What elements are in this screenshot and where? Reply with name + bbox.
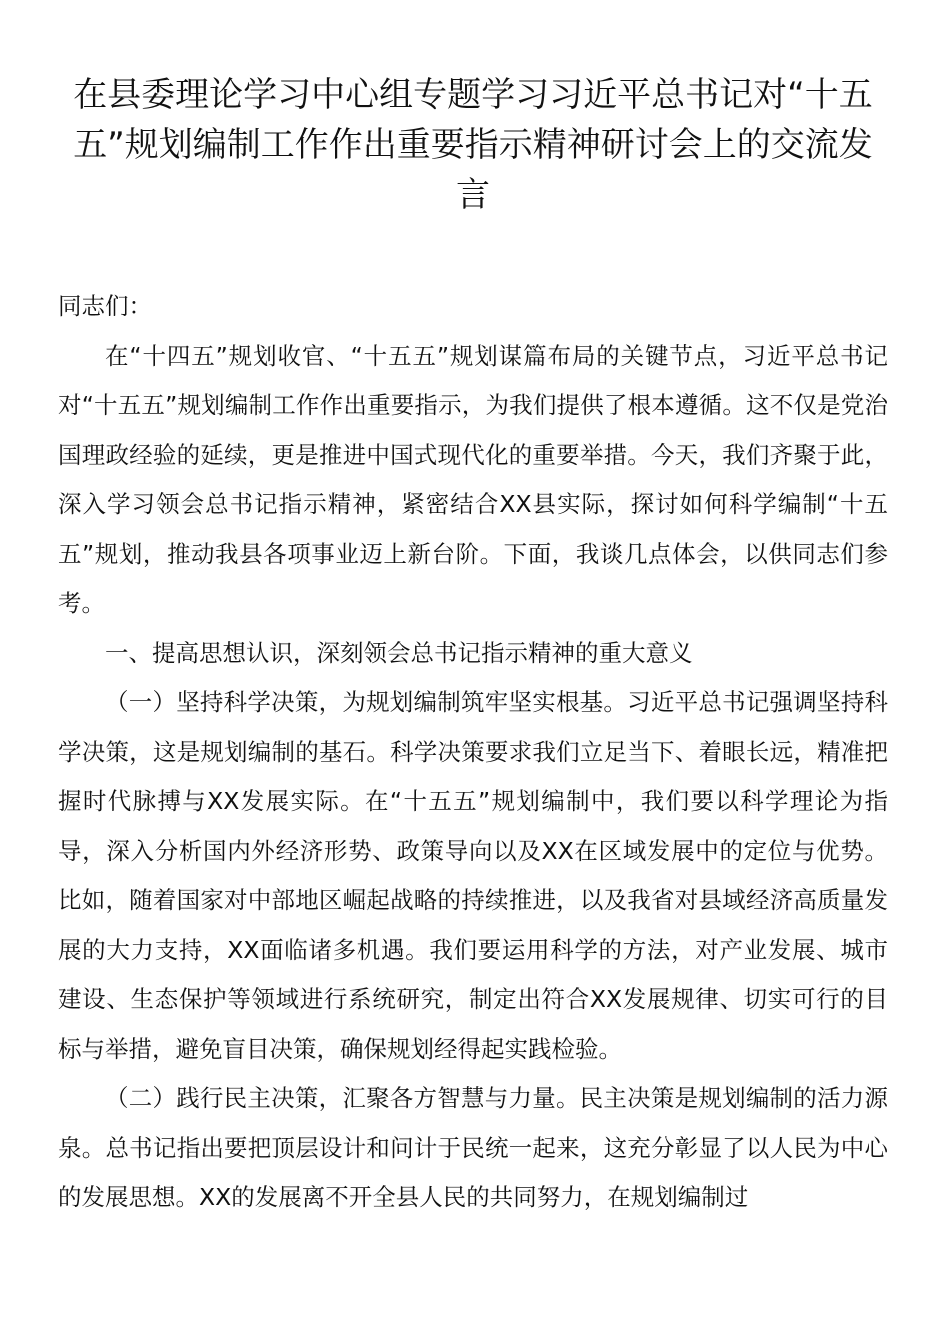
paragraph-scientific-decision: （一）坚持科学决策，为规划编制筑牢坚实根基。习近平总书记强调坚持科学决策，这是规划编制的基石。科学决策要求我们立足当下、着眼长远，精准把握时代脉搏与XX发展实际。在“十五五”规划编制中，我们要以科学理论为指导，深入分析国内外经济形势、政策导向以及XX在区域发展中的定位与优势。比如，随着国家对中部地区崛起战略的持续推进，以及我省对县域经济高质量发展的大力支持，XX面临诸多机遇。我们要运用科学的方法，对产业发展、城市建设、生态保护等领域进行系统研究，制定出符合XX发展规律、切实可行的目标与举措，避免盲目决策，确保规划经得起实践检验。 bbox=[58, 688, 888, 1063]
paragraph-democratic-decision: （二）践行民主决策，汇聚各方智慧与力量。民主决策是规划编制的活力源泉。总书记指出要把顶层设计和问计于民统一起来，这充分彰显了以人民为中心的发展思想。XX的发展离不开全县人民的共同努力，在规划编制过 bbox=[58, 1084, 888, 1211]
paragraph-intro: 在“十四五”规划收官、“十五五”规划谋篇布局的关键节点，习近平总书记对“十五五”规划编制工作作出重要指示，为我们提供了根本遵循。这不仅是党治国理政经验的延续，更是推进中国式现代化的重要举措。今天，我们齐聚于此，深入学习领会总书记指示精神，紧密结合XX县实际，探讨如何科学编制“十五五”规划，推动我县各项事业迈上新台阶。下面，我谈几点体会，以供同志们参考。 bbox=[58, 341, 888, 617]
salutation: 同志们： bbox=[58, 292, 152, 320]
section-heading-1: 一、提高思想认识，深刻领会总书记指示精神的重大意义 bbox=[105, 638, 693, 667]
document-body bbox=[58, 282, 888, 1223]
document-title: 在县委理论学习中心组专题学习习近平总书记对“十五五”规划编制工作作出重要指示精神研讨会上的交流发言 bbox=[73, 75, 873, 215]
